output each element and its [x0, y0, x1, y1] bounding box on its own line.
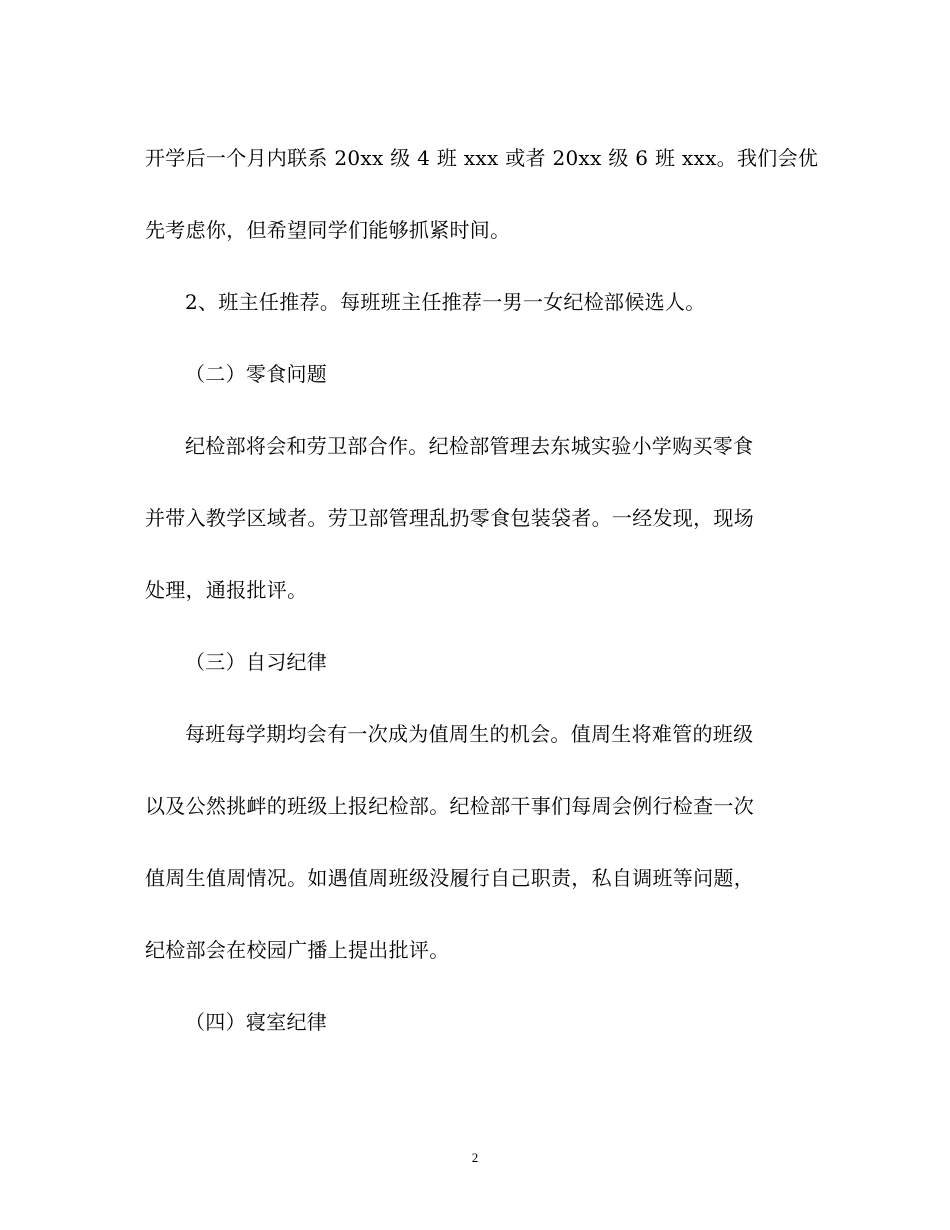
- page-number: 2: [471, 1150, 479, 1165]
- section-heading: （三）自习纪律: [185, 650, 328, 674]
- list-item-text: 2、班主任推荐。每班班主任推荐一男一女纪检部候选人。: [185, 290, 706, 314]
- body-text-line: 值周生值周情况。如遇值周班级没履行自己职责，私自调班等问题，: [145, 866, 754, 890]
- body-text-line: 纪检部会在校园广播上提出批评。: [145, 938, 450, 962]
- body-text-line: 每班每学期均会有一次成为值周生的机会。值周生将难管的班级: [185, 722, 754, 746]
- section-heading: （四）寝室纪律: [185, 1010, 328, 1034]
- body-text-line: 并带入教学区域者。劳卫部管理乱扔零食包装袋者。一经发现，现场: [145, 506, 754, 530]
- body-text-line: 纪检部将会和劳卫部合作。纪检部管理去东城实验小学购买零食: [185, 434, 754, 458]
- body-text-line: 先考虑你，但希望同学们能够抓紧时间。: [145, 218, 511, 242]
- body-text-line: 以及公然挑衅的班级上报纪检部。纪检部干事们每周会例行检查一次: [145, 794, 754, 818]
- body-text-line: 处理，通报批评。: [145, 578, 308, 602]
- section-heading: （二）零食问题: [185, 362, 328, 386]
- body-text-line: 开学后一个月内联系 20xx 级 4 班 xxx 或者 20xx 级 6 班 xxx。我们会优: [145, 146, 819, 170]
